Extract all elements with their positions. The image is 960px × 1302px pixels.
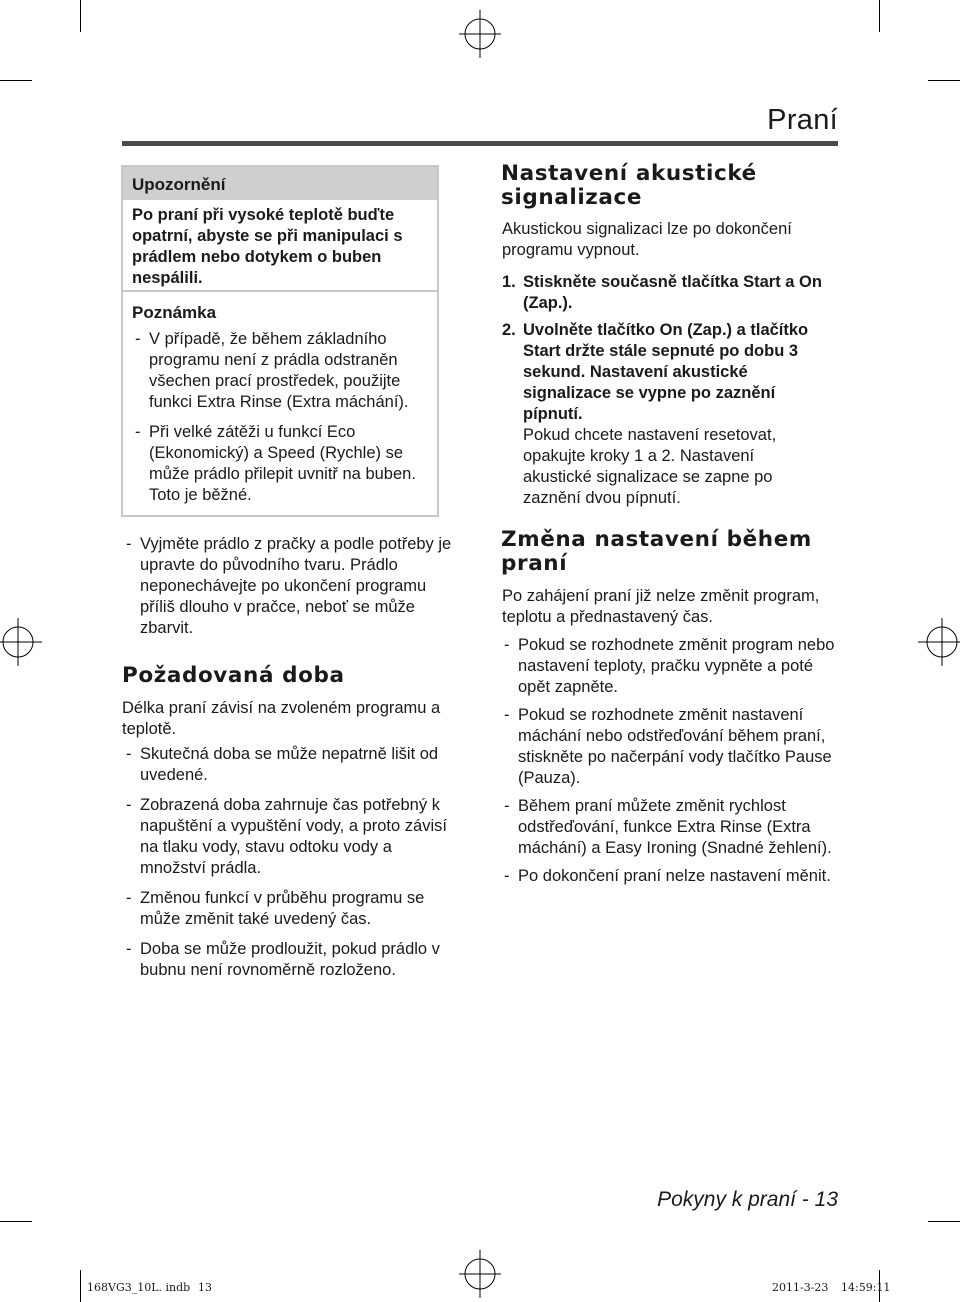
acoustic-intro: Akustickou signalizaci lze po dokončení programu vypnout. <box>502 220 792 259</box>
step-number: 2. <box>502 321 516 339</box>
note-box <box>121 292 439 517</box>
crop-mark <box>0 1221 32 1222</box>
note-item: - V případě, že během základního programu není z prádla odstraněn všechen prací prostředek, použijte funkci Extra Rinse (Extra máchání). <box>131 329 431 413</box>
registration-mark-icon <box>459 1250 501 1298</box>
change-settings-heading <box>501 528 812 576</box>
registration-mark-icon <box>459 10 501 58</box>
list-item: - Skutečná doba se může nepatrně lišit od uvedené. <box>122 744 458 786</box>
slug-file: 168VG3_10L. indb <box>87 1281 191 1294</box>
crop-mark <box>928 1221 960 1222</box>
step-text: Stiskněte současně tlačítka Start a On (Zap.). <box>523 273 822 312</box>
list-item: - Vyjměte prádlo z pračky a podle potřeby je upravte do původního tvaru. Prádlo neponechávejte po ukončení programu příliš dlouho v pračce, neboť se může zbarvit. <box>122 534 458 639</box>
change-settings-list <box>500 635 838 887</box>
list-item: - Pokud se rozhodnete změnit program nebo nastavení teploty, pračku vypněte a poté opět zapněte. <box>500 635 838 698</box>
step-note: Pokud chcete nastavení resetovat, opakujte kroky 1 a 2. Nastavení akustické signalizace se zapne po zaznění dvou pípnutí. <box>523 426 777 507</box>
registration-mark-icon <box>0 618 42 666</box>
change-settings-intro: Po zahájení praní již nelze změnit program, teplotu a přednastavený čas. <box>502 587 820 626</box>
section-title: Praní <box>767 104 838 136</box>
slug-time: 14:59:11 <box>841 1281 891 1294</box>
required-time-list <box>122 744 458 981</box>
acoustic-heading-line: signalizace <box>501 185 643 210</box>
warning-heading: Upozornění <box>123 167 437 200</box>
crop-mark <box>80 0 81 32</box>
registration-mark-icon <box>918 618 960 666</box>
note-heading: Poznámka <box>132 303 217 322</box>
change-heading-line: praní <box>501 551 568 576</box>
step-item <box>502 272 827 314</box>
crop-mark <box>0 80 32 81</box>
required-time-intro: Délka praní závisí na zvoleném programu a teplotě. <box>122 699 441 738</box>
crop-mark <box>879 0 880 32</box>
step-text: Uvolněte tlačítko On (Zap.) a tlačítko Start držte stále sepnuté po dobu 3 sekund. Nastavení akustické signalizace se vypne po zaznění pípnutí. <box>523 321 809 423</box>
warning-box <box>121 165 439 292</box>
list-item: - Po dokončení praní nelze nastavení měnit. <box>500 866 838 887</box>
list-item: - Zobrazená doba zahrnuje čas potřebný k napuštění a vypuštění vody, a proto závisí na tlaku vody, stavu odtoku vody a množství prádla. <box>122 795 458 879</box>
title-rule <box>122 141 838 146</box>
acoustic-steps <box>502 272 827 509</box>
list-item: - Změnou funkcí v průběhu programu se může změnit také uvedený čas. <box>122 888 458 930</box>
slug-page: 13 <box>198 1281 212 1294</box>
note-item: - Při velké zátěži u funkcí Eco (Ekonomický) a Speed (Rychle) se může prádlo přilepit uvnitř na buben. Toto je běžné. <box>131 422 431 506</box>
change-heading-line: Změna nastavení během <box>501 527 812 552</box>
acoustic-heading-line: Nastavení akustické <box>501 161 757 186</box>
crop-mark <box>928 80 960 81</box>
step-item <box>502 320 827 509</box>
page-footer: Pokyny k praní - 13 <box>657 1188 838 1211</box>
list-item: - Pokud se rozhodnete změnit nastavení máchání nebo odstřeďování během praní, stiskněte po načerpání vody tlačítko Pause (Pauza). <box>500 705 838 789</box>
left-list <box>122 534 458 639</box>
list-item: - Během praní můžete změnit rychlost odstřeďování, funkce Extra Rinse (Extra máchání) a Easy Ironing (Snadné žehlení). <box>500 796 838 859</box>
list-item: - Doba se může prodloužit, pokud prádlo v bubnu není rovnoměrně rozloženo. <box>122 939 458 981</box>
slug-date: 2011-3-23 <box>772 1281 829 1294</box>
required-time-heading: Požadovaná doba <box>122 663 345 688</box>
step-number: 1. <box>502 273 516 291</box>
acoustic-heading <box>501 162 757 210</box>
warning-text: Po praní při vysoké teplotě buďte opatrní, abyste se při manipulaci s prádlem nebo dotykem o buben nespálili. <box>132 206 403 287</box>
crop-mark <box>80 1270 81 1302</box>
